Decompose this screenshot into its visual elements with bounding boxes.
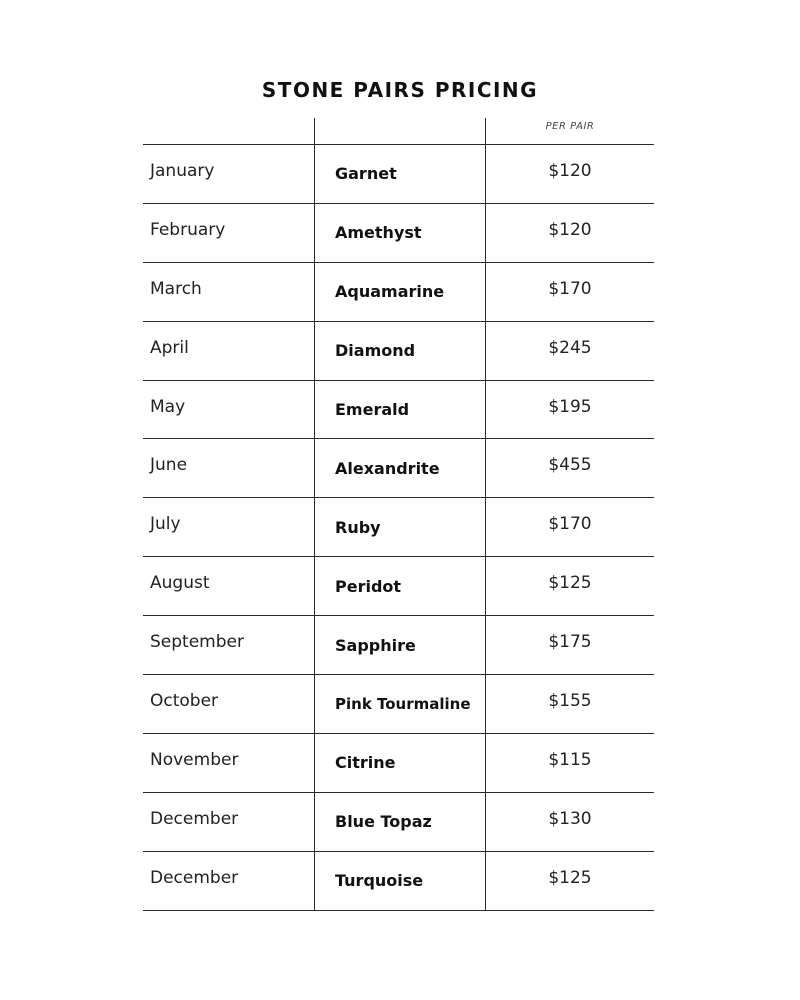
stone-cell: Sapphire	[314, 616, 485, 674]
stone-cell: Alexandrite	[314, 439, 485, 497]
price-cell: $125	[485, 557, 654, 615]
header-price-per-pair: PER PAIR	[485, 118, 654, 144]
stone-cell: Turquoise	[314, 852, 485, 910]
stone-cell: Emerald	[314, 381, 485, 439]
price-cell: $245	[485, 322, 654, 380]
month-cell: October	[150, 690, 219, 711]
table-row	[143, 439, 654, 498]
table-row	[143, 675, 654, 734]
table-row	[143, 498, 654, 557]
table-row	[143, 616, 654, 675]
table-row	[143, 145, 654, 204]
stone-cell: Citrine	[314, 734, 485, 792]
table-row	[143, 381, 654, 440]
price-cell: $120	[485, 204, 654, 262]
month-cell: July	[150, 514, 181, 535]
header-month	[143, 118, 314, 144]
month-cell: December	[150, 808, 239, 829]
month-cell: June	[150, 455, 188, 476]
stone-cell: Peridot	[314, 557, 485, 615]
price-cell: $455	[485, 439, 654, 497]
stone-cell: Ruby	[314, 498, 485, 556]
price-cell: $125	[485, 852, 654, 910]
month-cell: April	[150, 337, 189, 358]
stone-cell: Diamond	[314, 322, 485, 380]
stone-cell: Aquamarine	[314, 263, 485, 321]
price-cell: $120	[485, 145, 654, 203]
stone-cell: Amethyst	[314, 204, 485, 262]
stone-cell: Pink Tourmaline	[314, 675, 485, 733]
month-cell: August	[150, 573, 210, 594]
price-cell: $170	[485, 498, 654, 556]
table-row	[143, 793, 654, 852]
price-cell: $130	[485, 793, 654, 851]
table-row	[143, 852, 654, 911]
table-row	[143, 322, 654, 381]
month-cell: March	[150, 278, 202, 299]
price-cell: $170	[485, 263, 654, 321]
price-cell: $195	[485, 381, 654, 439]
table-row	[143, 204, 654, 263]
stone-cell: Blue Topaz	[314, 793, 485, 851]
price-cell: $155	[485, 675, 654, 733]
table-row	[143, 263, 654, 322]
month-cell: September	[150, 632, 244, 653]
table-row	[143, 557, 654, 616]
month-cell: February	[150, 219, 226, 240]
month-cell: May	[150, 396, 186, 417]
month-cell: November	[150, 749, 239, 770]
page-title: STONE PAIRS PRICING	[261, 78, 539, 102]
month-cell: January	[150, 160, 215, 181]
header-stone	[314, 118, 485, 144]
month-cell: December	[150, 867, 239, 888]
price-cell: $175	[485, 616, 654, 674]
table-row	[143, 734, 654, 793]
stone-cell: Garnet	[314, 145, 485, 203]
price-cell: $115	[485, 734, 654, 792]
table-header	[143, 118, 654, 145]
pricing-table	[143, 118, 654, 911]
